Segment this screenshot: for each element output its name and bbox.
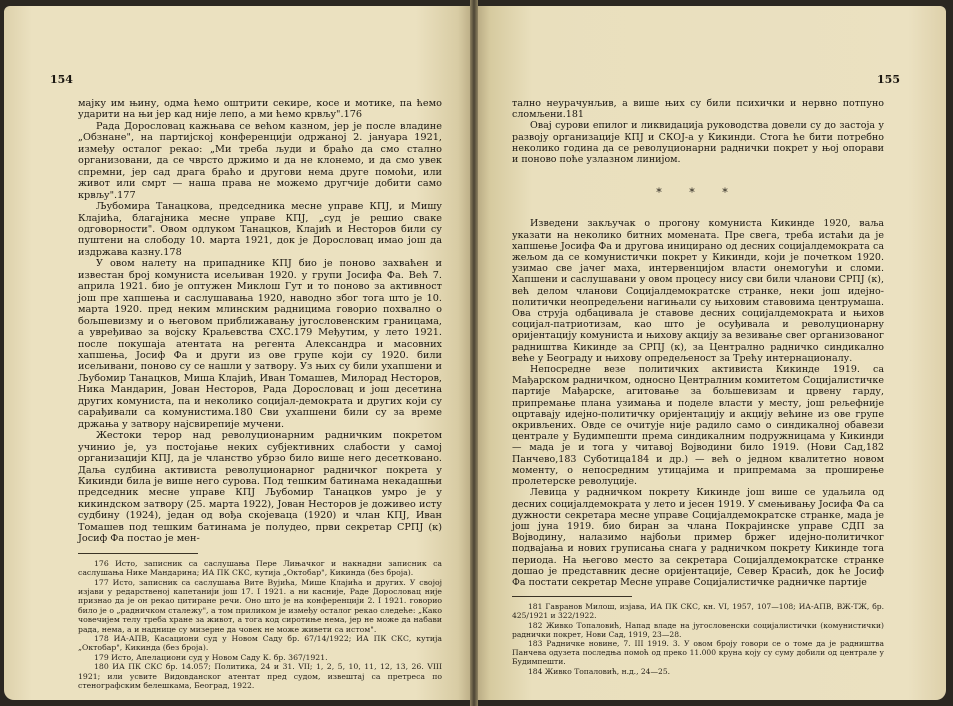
footnote: 181 Гавранов Милош, изјава, ИА ПК СКС, кн. VI, 1957, 107—108; ИА-АПВ, ВЖ-ТЖ, бр. 425/1921 и 322/1922.	[512, 602, 884, 621]
footnote: 182 Живко Топаловић, Напад владе на југословенски социјалистички (комунистички) раднички покрет, Нови Сад, 1919, 23—28.	[512, 620, 884, 639]
paragraph: Љубомира Танацкова, председника месне управе КПЈ, и Мишу Клајића, благајника месне управе КПЈ, „суд је решио сваке одговорности". Овом одлуком Танацков, Клајић и Несторов били су пуштени на слободу 10. марта 1921, док је Дорословац имао још да издржава казну.178	[78, 201, 442, 258]
footnote: 180 ИА ПК СКС бр. 14.057; Политика, 24 и 31. VII; 1, 2, 5, 10, 11, 12, 13, 26. VIII 1921; или усвите Видовданског атентат пред судом, извештај са претреса по стенографским белешкама, Београд, 1922.	[78, 662, 442, 691]
book-gutter	[470, 0, 478, 706]
footnote: 184 Живко Топаловић, н.д., 24—25.	[528, 666, 671, 676]
paragraph: Рада Дорословац кажњава се већом казном, јер је после владине „Обзнане", на партијској конференцији одржаној 2. јануара 1921, између осталог рекао: „Ми треба људи и браћо да смо стално организовани, да се чврсто држимо и да не клонемо, и да смо увек спремни, јер сад драга браћо и другови нема друге помоћи, или живот или смрт — наша права не можемо другчије добити само крвљу".177	[78, 120, 442, 201]
page-number-right: 155	[877, 73, 900, 86]
paragraph: Жестоки терор над револуционарним радничким покретом учинио је, уз постојање неких субјективних слабости у самој организацији КПЈ, да је чланство убрзо било више него десетковано. Даља судбина активиста револуционарног радничког покрета у Кикинди била је више него сурова. Под тешким батинама некадашњи председник месне управе КПЈ Љубомир Танацков умро је у кикиндском затвору (25. марта 1922), Јован Несторов је доживео исту судбину (1924), један од вођа скојеваца (1920) и члан КПЈ, Иван Томашев под тешким батинама је полудео, први секретар СРПЈ (к) Јосиф Фа постао је мен-	[78, 430, 442, 545]
paragraph: тално неурачунљив, а више њих су били психички и нервно потпуно сломљени.181	[512, 98, 884, 121]
footnotes-right	[512, 602, 884, 676]
footnote-divider	[78, 553, 198, 554]
paragraph: У овом налету на припаднике КПЈ био је поново захваћен и известан број комуниста исељиван 1920. у групи Јосифа Фа. Већ 7. априла 1921. био је оптужен Миклош Гут и то поново за активност још пре хапшења и саслушавања 1920, наводно због тога што је 10. марта 1920. пред неким млинским радницима говорио похвално о бољшевизму и о његовом приближавању југословенским границама, а увређивао за војску Краљевства СХС.179 Међутим, у лето 1921. после покушаја атентата на регента Александра и масовних хапшења, Јосиф Фа и други из ове групе који су 1920. били исељивани, поново су се нашли у затвору. Уз њих су били ухапшени и Љубомир Танацков, Миша Клајић, Иван Томашев, Милорад Несторов, Ника Мандарин, Јован Несторов, Рада Дорословац и још десетина других комуниста, па и неколико социјал-демократа и других који су сарађивали са комунистима.180 Сви ухапшени били су за време држања у затвору најсвирепије мучени.	[78, 258, 442, 430]
footnote: 179 Исто, Апелациони суд у Новом Саду К. бр. 367/1921.	[94, 652, 328, 662]
paragraph: Изведени закључак о прогону комуниста Кикинде 1920, ваља указати на неколико битних момената. Пре свега, треба истаћи да је хапшење Јосифа Фа и другова иницирано од десних социјалдемократа са жељом да се комунистички покрет у Кикинди, који је почетком 1920. узимао све јачег маха, интервенцијом власти онемогући и сломи. Хапшени и саслушавани у овом процесу нису сви били чланови СРПЈ (к), већ делом чланови Социјалдемократске странке, неки још идејно-политички неопредељени нагињали су њиховим ставовима центрумаша. Ова струја одбацивала је ставове десних социјалдемократа и њихов социјал-патриотизам, као што је осуђивала и револуционарну оријентацију комуниста и њихову акцију за везивање свег организованог радништва Кикинде за СРПЈ (к), за Централно радничко синдикално веће у Београду и њихову опредељеност за Трећу интернационалу.	[512, 218, 884, 364]
section-separator: * * *	[656, 186, 740, 200]
footnote: 177 Исто, записник са саслушања Вите Вујића, Мише Клајића и других. У својој изјави у редарственој капетанији још 17. I 1921. а ни касније, Раде Дорословац није признао да је он рекао цитиране речи. Оно што је на конференцији 2. I 1921. говорио било је о „радничком сталежу", а том приликом је између осталог рекао следеће: „Како човечијем телу треба хране за живот, а тога код сиротиње нема, јер не може да набави рада, нема, а и наднице су мизерне да човек не може живети са истом".	[78, 577, 442, 634]
right-page-body	[512, 98, 884, 676]
paragraph: Непосредне везе политичких активиста Кикинде 1919. са Мађарском радничком, односно Централним комитетом Социјалистичке партије Мађарске, агитовање за бољшевизам и црвену гарду, припремање плана узимања и поделе власти у месту, још рељефније оцртавају идејно-политичку оријентацију и акцију већине из ове групе окривљених. Овде се очитује није радило само о синдикалној обавези централе у Будимпешти према синдикалним подружницама у Кикинди — мада је и тога у читавој Војводини било 1919. (Нови Сад,182 Панчево,183 Суботица184 и др.) — већ о једном квалитетно новом моменту, о непосредним утицајима и припремама за проширење пролетерске револуције.	[512, 364, 884, 488]
page-number-left: 154	[50, 73, 73, 86]
footnote: 176 Исто, записник са саслушања Пере Лињачког и накнадни записник са саслушања Нике Мандарина; ИА ПК СКС, кутија „Октобар", Кикинда (без броја).	[78, 558, 442, 578]
left-page	[4, 6, 472, 700]
footnotes-left	[78, 559, 442, 691]
footnote: 178 ИА-АПВ, Касациони суд у Новом Саду бр. 67/14/1922; ИА ПК СКС, кутија „Октобар", Кикинда (без броја).	[78, 634, 442, 653]
right-page	[476, 6, 946, 700]
left-page-body	[78, 98, 442, 691]
paragraph: мајку им њину, одма ћемо оштрити секире, косе и мотике, па ћемо ударити на њи јер кад није лепо, а ми ћемо крвљу".176	[78, 98, 442, 121]
paragraph: Овај сурови епилог и ликвидација руководства довели су до застоја у развоју организације КПЈ и СКОЈ-а у Кикинди. Стога ће бити потребно неколико година да се револуционарни раднички покрет у њој опорави и поново поће узлазном линијом.	[512, 120, 884, 166]
paragraph: Левица у радничком покрету Кикинде још више се удаљила од десних социјалдемократа у лето и јесен 1919. У смењивању Јосифа Фа са дужности секретара месне управе Социјалдемократске странке, мада је још јуна 1919. био биран за члана Покрајинске управе СДП за Војводину, налазимо најбољи пример бржег идејно-политичког подвајања и нових груписања снага у радничком покрету Кикинде тога периода. На његово место за секретара Социјалдемократске странке дошао је представник десне оријентације, Север Красић, док ће Јосиф Фа постати секретар Месне управе Социјалистичке радничке партије	[512, 487, 884, 588]
footnote-divider	[512, 596, 632, 597]
footnote: 183 Радничке новине, 7. III 1919. 3. У овом броју говори се о томе да је радништва Панчева одузета последња помоћ од преко 11.000 круна коју су суму добили од централе у Будимпешти.	[512, 639, 884, 667]
